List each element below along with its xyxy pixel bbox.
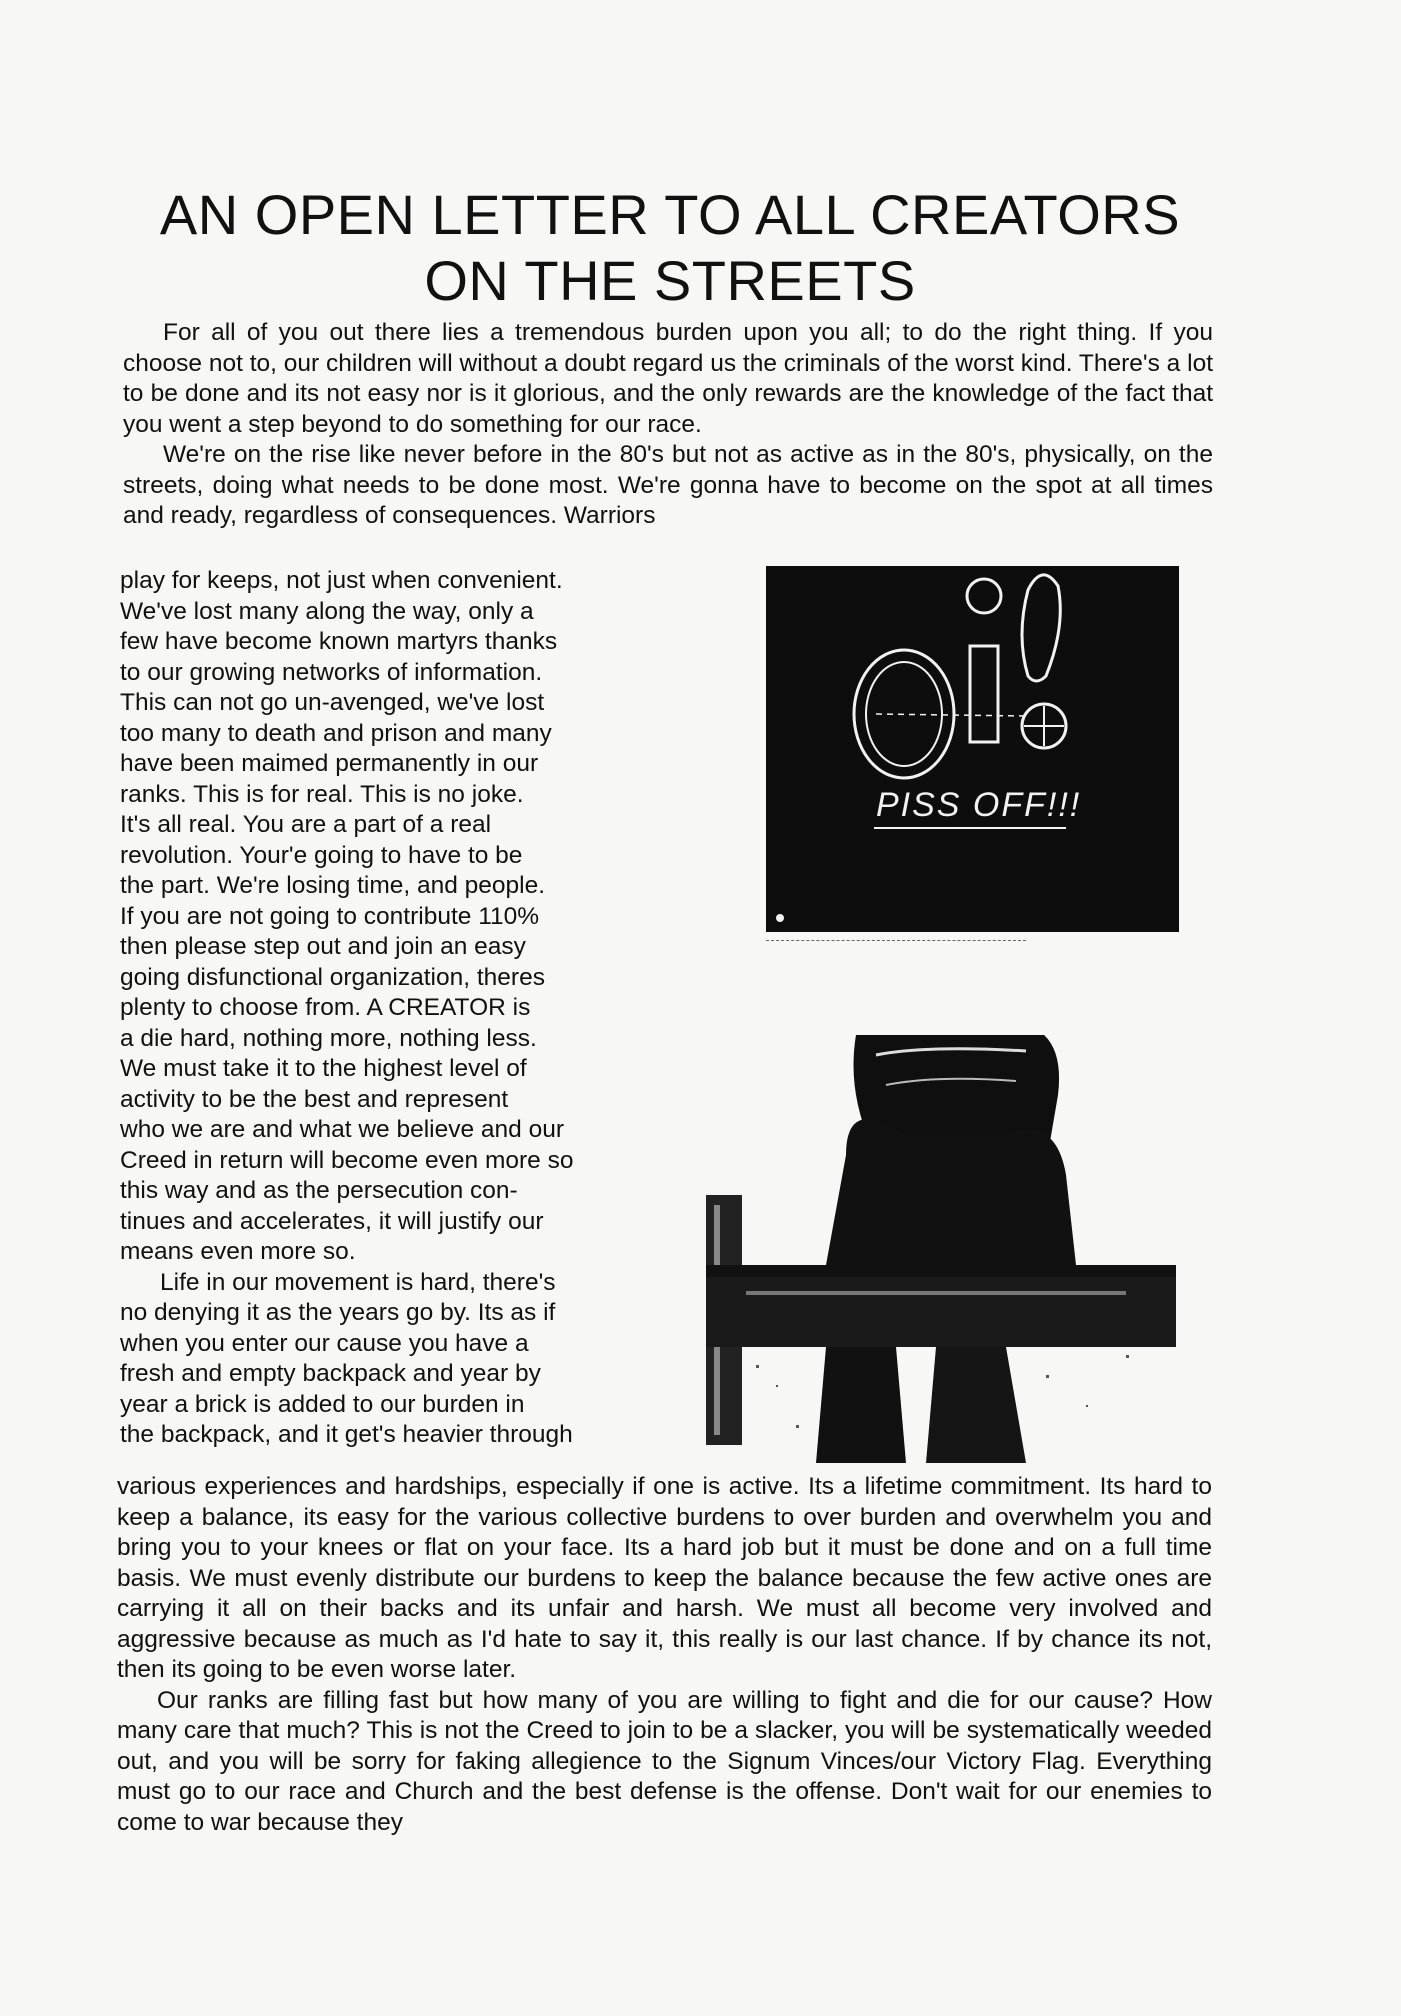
column-line: means even more so. — [120, 1238, 356, 1265]
column-line: then please step out and join an easy — [120, 933, 526, 960]
column-line: too many to death and prison and many — [120, 719, 552, 747]
column-line: no denying it as the years go by. Its as if — [120, 1299, 556, 1326]
column-line: who we are and what we believe and our — [120, 1116, 565, 1143]
column-line: this way and as the persecution con- — [120, 1177, 518, 1204]
tail-paragraph-2: Our ranks are filling fast but how many of you are willing to fight and die for our cause? How many care that much? This is not the Creed to join to be a slacker, you will be systematically weeded out, and you will be sorry for faking allegience to the Signum Vinces/our Victory Flag. Everything must go to our race and Church and the best defense is the offense. Don't wait for our enemies to come to war because they — [117, 1686, 1212, 1836]
column-line: plenty to choose from. A CREATOR is — [120, 994, 531, 1021]
column-line: a die hard, nothing more, nothing less. — [120, 1024, 537, 1052]
letter-title — [120, 182, 1220, 314]
column-line: have been maimed permanently in our — [120, 750, 539, 777]
graffiti-photo — [766, 566, 1179, 932]
photo-divider — [766, 940, 1026, 941]
title-line-2: ON THE STREETS — [424, 249, 916, 312]
title-line-1: AN OPEN LETTER TO ALL CREATORS — [159, 183, 1181, 246]
column-line: when you enter our cause you have a — [120, 1329, 529, 1357]
column-line: revolution. Your'e going to have to be — [120, 841, 523, 869]
column-line: It's all real. You are a part of a real — [120, 811, 492, 838]
column-line: year a brick is added to our burden in — [120, 1390, 525, 1418]
column-line: This can not go un-avenged, we've lost — [120, 689, 545, 716]
column-line: We've lost many along the way, only a — [120, 597, 534, 625]
column-line: ranks. This is for real. This is no joke. — [120, 780, 524, 808]
column-line: to our growing networks of information. — [120, 658, 543, 686]
intro-paragraph-1: For all of you out there lies a tremendous burden upon you all; to do the right thing. If you choose not to, our children will without a doubt regard us the criminals of the worst kind. There's a lot to be done and its not easy nor is it glorious, and the only rewards are the knowledge of the fact that you went a step beyond to do something for our race. — [123, 319, 1213, 438]
column-line: activity to be the best and represent — [120, 1085, 509, 1113]
column-line: going disfunctional organization, theres — [120, 963, 545, 991]
column-line: fresh and empty backpack and year by — [120, 1360, 541, 1387]
intro-text — [123, 318, 1213, 532]
left-column-text — [120, 566, 660, 1451]
seated-figure-photo — [706, 1035, 1176, 1463]
column-line: Life in our movement is hard, there's — [160, 1268, 556, 1296]
column-line: few have become known martyrs thanks — [120, 628, 558, 655]
graffiti-caption: PISS OFF!!! — [876, 786, 1082, 824]
intro-paragraph-2: We're on the rise like never before in the 80's but not as active as in the 80's, physically, on the streets, doing what needs to be done most. We're gonna have to become on the spot at all times and ready, regardless of consequences. Warriors — [123, 441, 1213, 529]
column-line: We must take it to the highest level of — [120, 1055, 527, 1082]
column-line: If you are not going to contribute 110% — [120, 902, 540, 930]
column-line: Creed in return will become even more so — [120, 1146, 574, 1174]
tail-paragraph-1: various experiences and hardships, especially if one is active. Its a lifetime commitment. Its hard to keep a balance, its easy for the various collective burdens to over burden and overwhelm you and bring you to your knees or flat on your face. Its a hard job but it must be done and on a full time basis. We must evenly distribute our burdens to keep the balance because the few active ones are carrying it all on their backs and its unfair and harsh. We must all become very involved and aggressive because as much as I'd hate to say it, this really is our last chance. If by chance its not, then its going to be even worse later. — [117, 1473, 1212, 1683]
column-line: the part. We're losing time, and people. — [120, 872, 546, 899]
column-line: play for keeps, not just when convenient. — [120, 567, 563, 594]
column-line: the backpack, and it get's heavier through — [120, 1421, 573, 1448]
tail-text — [117, 1472, 1212, 1838]
column-line: tinues and accelerates, it will justify our — [120, 1207, 544, 1235]
